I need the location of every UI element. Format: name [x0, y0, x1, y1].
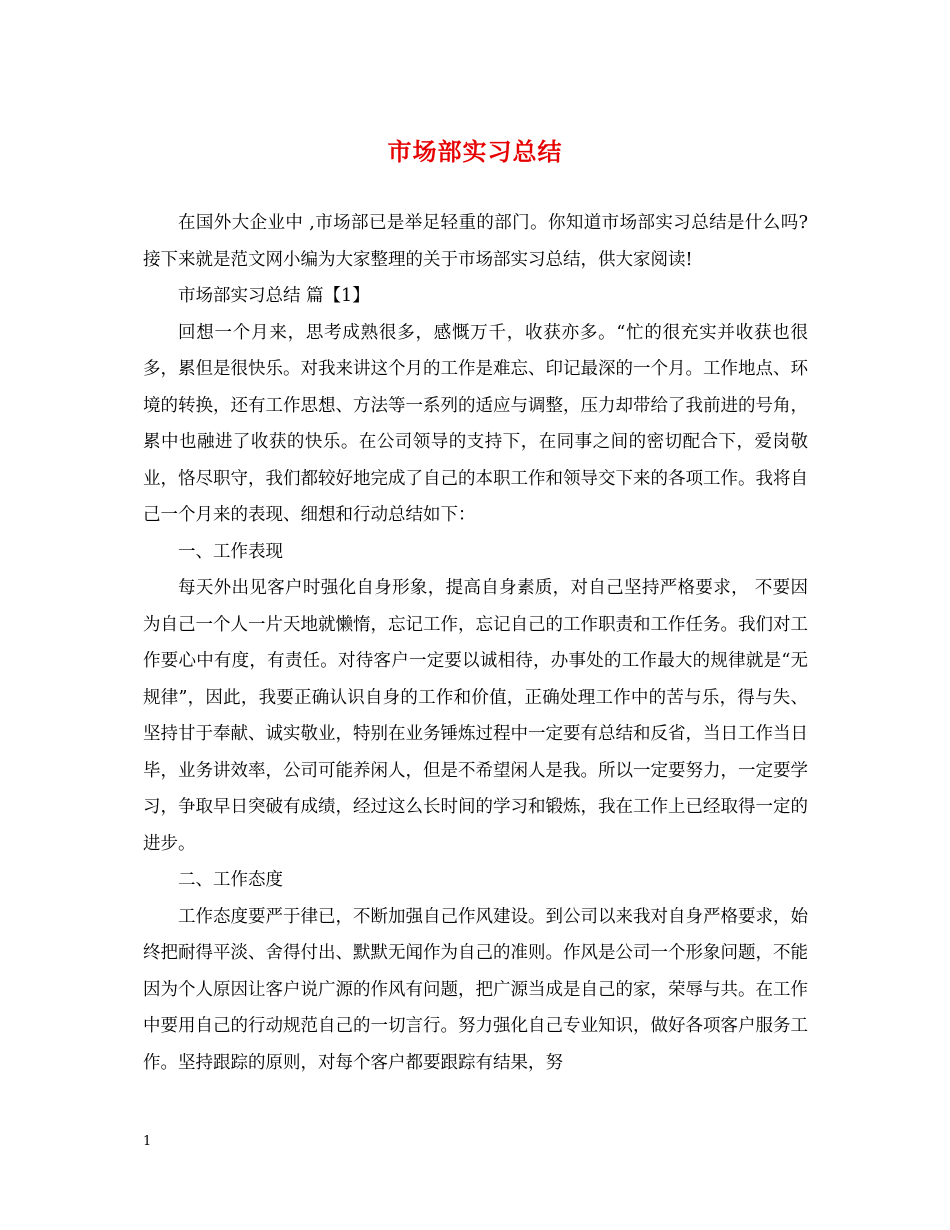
section-heading-work-performance: 一、工作表现	[178, 541, 283, 562]
body-paragraph-work-attitude: 工作态度要严于律已，不断加强自己作风建设。到公司以来我对自身严格要求，始终把耐得平淡、舍得付出、默默无闻作为自己的准则。作风是公司一个形象问题，不能因为个人原因让客户说广源的作风有问题，把广源当成是自己的家，荣辱与共。在工作中要用自己的行动规范自己的一切言行。努力强化自己专业知识，做好各项客户服务工作。坚持跟踪的原则，对每个客户都要跟踪有结果，努	[143, 906, 808, 1073]
page-title: 市场部实习总结	[387, 137, 563, 166]
document-body	[143, 205, 808, 1081]
body-paragraph-work-performance: 每天外出见客户时强化自身形象，提高自身素质，对自己坚持严格要求， 不要因为自己一个人一片天地就懒惰，忘记工作，忘记自己的工作职责和工作任务。我们对工作要心中有度，有责任。对待客户一定要以诚相待，办事处的工作最大的规律就是“无规律”，因此，我要正确认识自身的工作和价值，正确处理工作中的苦与乐，得与失、坚持甘于奉献、诚实敬业，特别在业务锤炼过程中一定要有总结和反省，当日工作当日毕，业务讲效率，公司可能养闲人，但是不希望闲人是我。所以一定要努力，一定要学习，争取早日突破有成绩，经过这么长时间的学习和锻炼，我在工作上已经取得一定的进步。	[143, 578, 808, 854]
page-number: 1	[143, 1134, 152, 1149]
body-paragraph-reflection: 回想一个月来，思考成熟很多，感慨万千，收获亦多。“忙的很充实并收获也很多，累但是很快乐。对我来讲这个月的工作是难忘、印记最深的一个月。工作地点、环境的转换，还有工作思想、方法等一系列的适应与调整，压力却带给了我前进的号角，累中也融进了收获的快乐。在公司领导的支持下，在同事之间的密切配合下，爱岗敬业，恪尽职守，我们都较好地完成了自己的本职工作和领导交下来的各项工作。我将自己一个月来的表现、细想和行动总结如下：	[143, 322, 808, 525]
intro-paragraph: 在国外大企业中 ,市场部已是举足轻重的部门。你知道市场部实习总结是什么吗?接下来就是范文网小编为大家整理的关于市场部实习总结，供大家阅读!	[143, 213, 808, 270]
section-heading-work-attitude: 二、工作态度	[178, 870, 283, 890]
section-heading-part-1: 市场部实习总结 篇【1】	[178, 286, 370, 306]
